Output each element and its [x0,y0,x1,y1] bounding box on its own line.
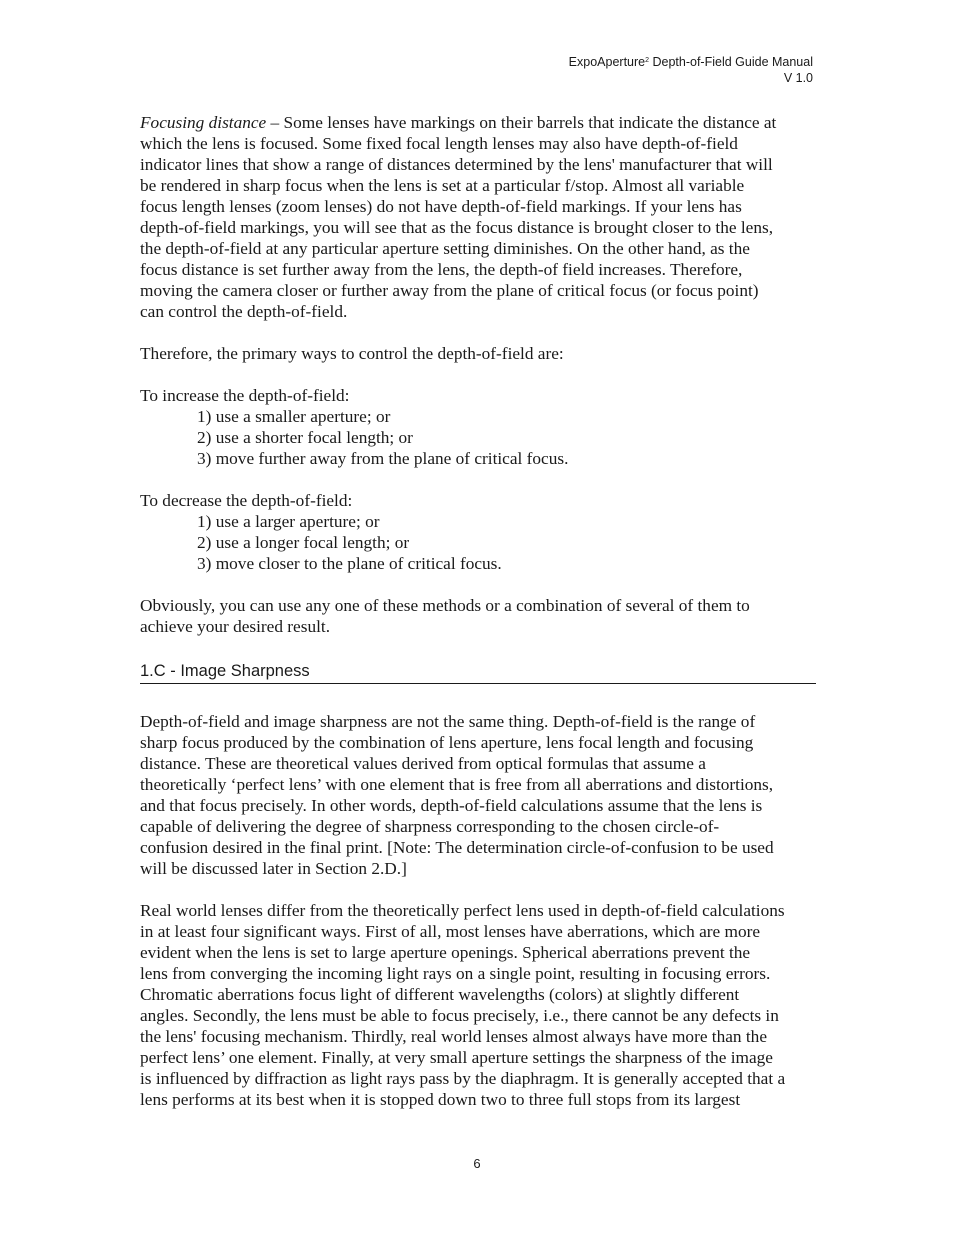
text-line: will be discussed later in Section 2.D.] [140,859,407,878]
text-line: focus distance is set further away from the lens, the depth-of field increases. Therefore, [140,260,743,279]
focusing-distance-paragraph [140,112,816,322]
text-line: lens performs at its best when it is stopped down two to three full stops from its largest [140,1090,741,1109]
text-line: is influenced by diffraction as light rays pass by the diaphragm. It is generally accepted that a [140,1069,786,1088]
text-line: Chromatic aberrations focus light of different wavelengths (colors) at slightly different [140,985,740,1004]
text-line: distance. These are theoretical values derived from optical formulas that assume a [140,754,706,773]
text-line: moving the camera closer or further away from the plane of critical focus (or focus point) [140,281,759,300]
real-world-lenses-paragraph [140,900,816,1110]
text-line: Obviously, you can use any one of these methods or a combination of several of them to [140,596,750,615]
header-title-pre: ExpoAperture [568,55,646,69]
list-item: 3) move further away from the plane of critical focus. [197,449,569,468]
list-item: 2) use a longer focal length; or [197,533,410,552]
primary-ways-paragraph: Therefore, the primary ways to control the depth-of-field are: [140,344,564,363]
text-line: evident when the lens is set to large aperture openings. Spherical aberrations prevent the [140,943,751,962]
list-item: 1) use a larger aperture; or [197,512,380,531]
text-line: achieve your desired result. [140,617,331,636]
text-line: angles. Secondly, the lens must be able to focus precisely, i.e., there cannot be any defects in [140,1006,779,1025]
text-line: which the lens is focused. Some fixed focal length lenses may also have depth-of-field [140,134,738,153]
header-title-sup: 2 [645,57,650,64]
header-title [569,54,813,70]
text-line: perfect lens’ one element. Finally, at very small aperture settings the sharpness of the image [140,1048,773,1067]
text-line: capable of delivering the degree of sharpness corresponding to the chosen circle-of- [140,817,720,836]
header-version: V 1.0 [783,71,813,85]
text-line: – Some lenses have markings on their barrels that indicate the distance at [266,113,777,132]
text-line: the lens' focusing mechanism. Thirdly, real world lenses almost always have more than the [140,1027,767,1046]
decrease-list [140,511,816,574]
text-line: can control the depth-of-field. [140,302,348,321]
text-line: theoretically ‘perfect lens’ with one element that is free from all aberrations and distortions, [140,775,774,794]
document-body [140,112,816,1110]
text-line: Depth-of-field and image sharpness are not the same thing. Depth-of-field is the range of [140,712,756,731]
list-item: 3) move closer to the plane of critical focus. [197,554,502,573]
page-header [569,54,813,86]
page-number: 6 [473,1156,481,1171]
focusing-distance-term: Focusing distance [140,113,267,132]
text-line: lens from converging the incoming light rays on a single point, resulting in focusing errors. [140,964,771,983]
obviously-paragraph [140,595,816,637]
list-item: 2) use a shorter focal length; or [197,428,413,447]
sharpness-paragraph [140,711,816,879]
list-item: 1) use a smaller aperture; or [197,407,391,426]
text-line: confusion desired in the final print. [Note: The determination circle-of-confusion to be used [140,838,774,857]
text-line: Real world lenses differ from the theoretically perfect lens used in depth-of-field calculations [140,901,785,920]
text-line: depth-of-field markings, you will see that as the focus distance is brought closer to the lens, [140,218,774,237]
increase-intro: To increase the depth-of-field: [140,386,350,405]
text-line: in at least four significant ways. First of all, most lenses have aberrations, which are more [140,922,761,941]
text-line: be rendered in sharp focus when the lens is set at a particular f/stop. Almost all variable [140,176,745,195]
decrease-intro: To decrease the depth-of-field: [140,491,353,510]
section-heading: 1.C - Image Sharpness [140,660,816,684]
text-line: sharp focus produced by the combination of lens aperture, lens focal length and focusing [140,733,754,752]
increase-list [140,406,816,469]
header-title-post: Depth-of-Field Guide Manual [649,55,813,69]
text-line: the depth-of-field at any particular aperture setting diminishes. On the other hand, as the [140,239,750,258]
text-line: indicator lines that show a range of distances determined by the lens' manufacturer that will [140,155,773,174]
text-line: and that focus precisely. In other words, depth-of-field calculations assume that the lens is [140,796,763,815]
text-line: focus length lenses (zoom lenses) do not have depth-of-field markings. If your lens has [140,197,742,216]
